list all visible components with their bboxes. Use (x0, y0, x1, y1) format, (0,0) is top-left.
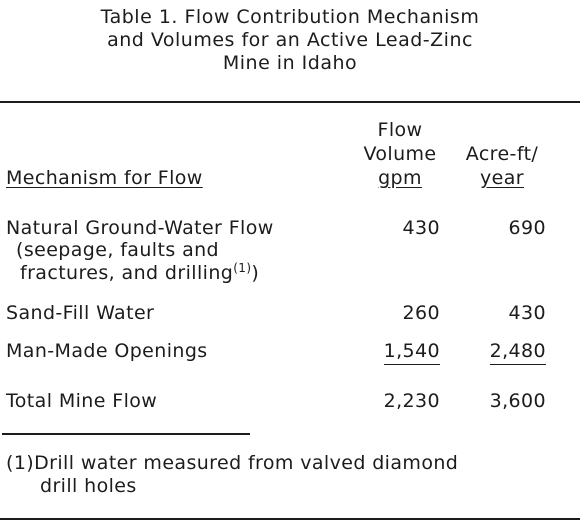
row-natural-acre-ft: 690 (508, 217, 546, 239)
footnote-line-1: (1)Drill water measured from valved diamond (6, 452, 459, 474)
header-flow-line-2: Volume (363, 143, 437, 165)
bottom-rule (0, 518, 580, 520)
table-title (0, 6, 580, 75)
row-natural-footnote-ref: (1) (233, 261, 252, 275)
row-sandfill-gpm: 260 (402, 302, 440, 324)
header-acre-line-1: Acre-ft/ (465, 143, 539, 165)
header-flow-line-1: Flow (377, 119, 423, 141)
title-line-1: Table 1. Flow Contribution Mechanism (100, 6, 480, 28)
row-sandfill-acre-ft: 430 (508, 302, 546, 324)
row-total-gpm: 2,230 (383, 390, 440, 412)
footnote-rule (2, 433, 250, 435)
row-natural-sub-2 (20, 262, 259, 284)
header-flow-unit: gpm (378, 167, 422, 189)
row-natural-gpm: 430 (402, 217, 440, 239)
top-rule (0, 101, 580, 103)
row-manmade-gpm-value: 1,540 (384, 340, 440, 365)
header-mechanism: Mechanism for Flow (6, 167, 203, 189)
row-sandfill-mechanism: Sand-Fill Water (6, 302, 155, 324)
row-natural-sub-1: (seepage, faults and (16, 239, 220, 261)
row-manmade-acre-ft (490, 340, 546, 362)
header-acre-line-2 (450, 167, 554, 189)
row-manmade-acre-ft-value: 2,480 (490, 340, 546, 365)
row-natural-mechanism: Natural Ground-Water Flow (6, 217, 274, 239)
row-manmade-mechanism: Man-Made Openings (6, 340, 208, 362)
row-manmade-gpm (384, 340, 440, 362)
header-acre-unit: year (480, 167, 524, 189)
footnote-line-2: drill holes (40, 475, 137, 497)
title-line-2: and Volumes for an Active Lead-Zinc (107, 29, 473, 51)
title-line-3: Mine in Idaho (222, 52, 358, 74)
row-total-mechanism: Total Mine Flow (6, 390, 158, 412)
row-natural-sub-2-text: fractures, and drilling (20, 262, 234, 284)
row-natural-sub-2-end: ) (251, 262, 260, 284)
header-flow-line-3 (352, 167, 448, 189)
footnote (6, 452, 458, 498)
row-total-acre-ft: 3,600 (489, 390, 546, 412)
